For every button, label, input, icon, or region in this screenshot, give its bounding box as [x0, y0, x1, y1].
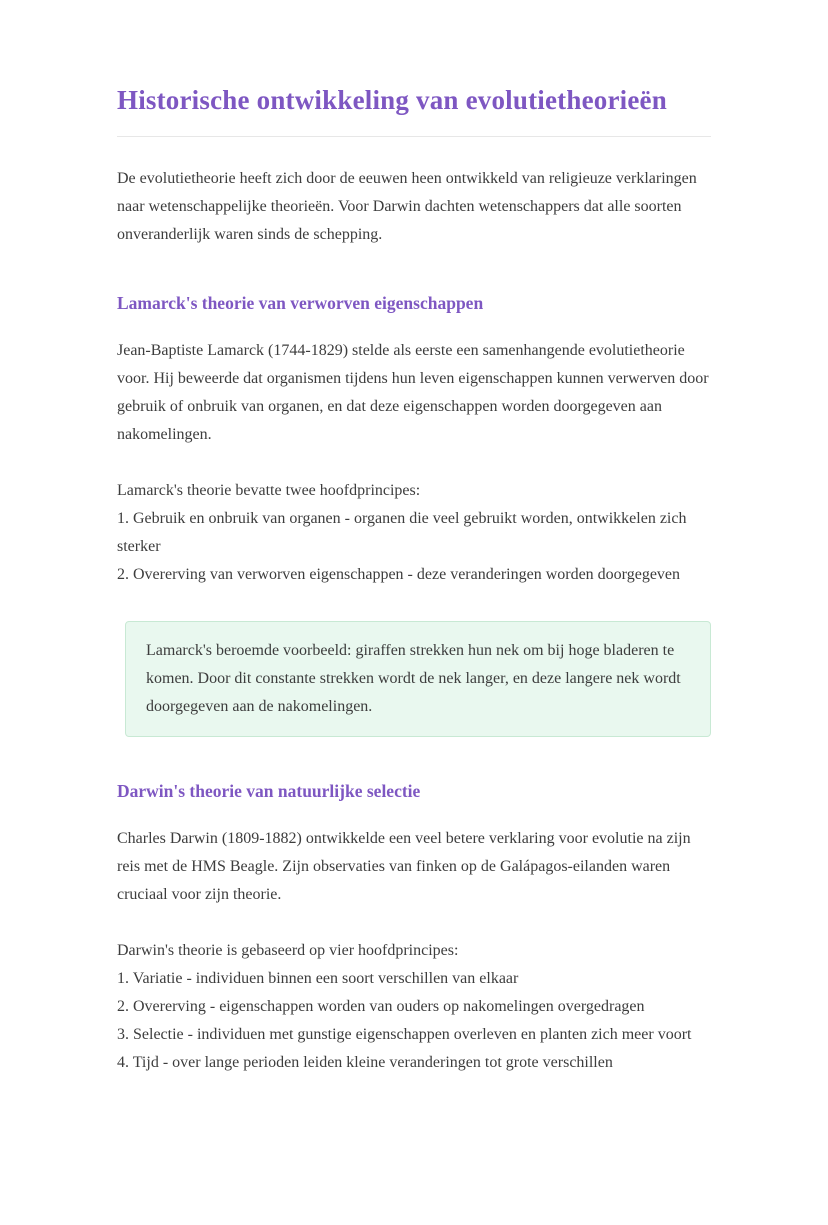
lamarck-principles-intro: Lamarck's theorie bevatte twee hoofdprincipes:: [117, 482, 421, 499]
lamarck-principle-1: 1. Gebruik en onbruik van organen - organen die veel gebruikt worden, ontwikkelen zich sterker: [117, 510, 687, 555]
title-divider: [117, 136, 711, 137]
darwin-principle-3: 3. Selectie - individuen met gunstige eigenschappen overleven en planten zich meer voort: [117, 1026, 692, 1043]
darwin-principle-2: 2. Overerving - eigenschappen worden van ouders op nakomelingen overgedragen: [117, 998, 645, 1015]
callout-text: Lamarck's beroemde voorbeeld: giraffen strekken hun nek om bij hoge bladeren te komen. Door dit constante strekken wordt de nek langer, en deze langere nek wordt doorgegeven aan de nakomelingen.: [146, 642, 681, 715]
lamarck-example-callout: [125, 621, 711, 737]
darwin-principle-1: 1. Variatie - individuen binnen een soort verschillen van elkaar: [117, 970, 519, 987]
darwin-principles-intro: Darwin's theorie is gebaseerd op vier hoofdprincipes:: [117, 942, 459, 959]
lamarck-principles-list: [117, 477, 711, 589]
lamarck-principle-2: 2. Overerving van verworven eigenschappen - deze veranderingen worden doorgegeven: [117, 566, 681, 583]
page-title: Historische ontwikkeling van evolutietheorieën: [117, 85, 667, 115]
intro-paragraph: De evolutietheorie heeft zich door de eeuwen heen ontwikkeld van religieuze verklaringen naar wetenschappelijke theorieën. Voor Darwin dachten wetenschappers dat alle soorten onveranderlijk waren sinds de schepping.: [117, 170, 697, 243]
darwin-principles-list: [117, 937, 711, 1077]
darwin-paragraph: Charles Darwin (1809-1882) ontwikkelde een veel betere verklaring voor evolutie na zijn reis met de HMS Beagle. Zijn observaties van finken op de Galápagos-eilanden waren cruciaal voor zijn theorie.: [117, 830, 691, 903]
darwin-principle-4: 4. Tijd - over lange perioden leiden kleine veranderingen tot grote verschillen: [117, 1054, 613, 1071]
section-heading-darwin: Darwin's theorie van natuurlijke selectie: [117, 781, 421, 801]
lamarck-paragraph: Jean-Baptiste Lamarck (1744-1829) stelde als eerste een samenhangende evolutietheorie voor. Hij beweerde dat organismen tijdens hun leven eigenschappen kunnen verwerven door gebruik of onbruik van organen, en dat deze eigenschappen worden doorgegeven aan nakomelingen.: [117, 342, 709, 443]
section-heading-lamarck: Lamarck's theorie van verworven eigenschappen: [117, 293, 484, 313]
